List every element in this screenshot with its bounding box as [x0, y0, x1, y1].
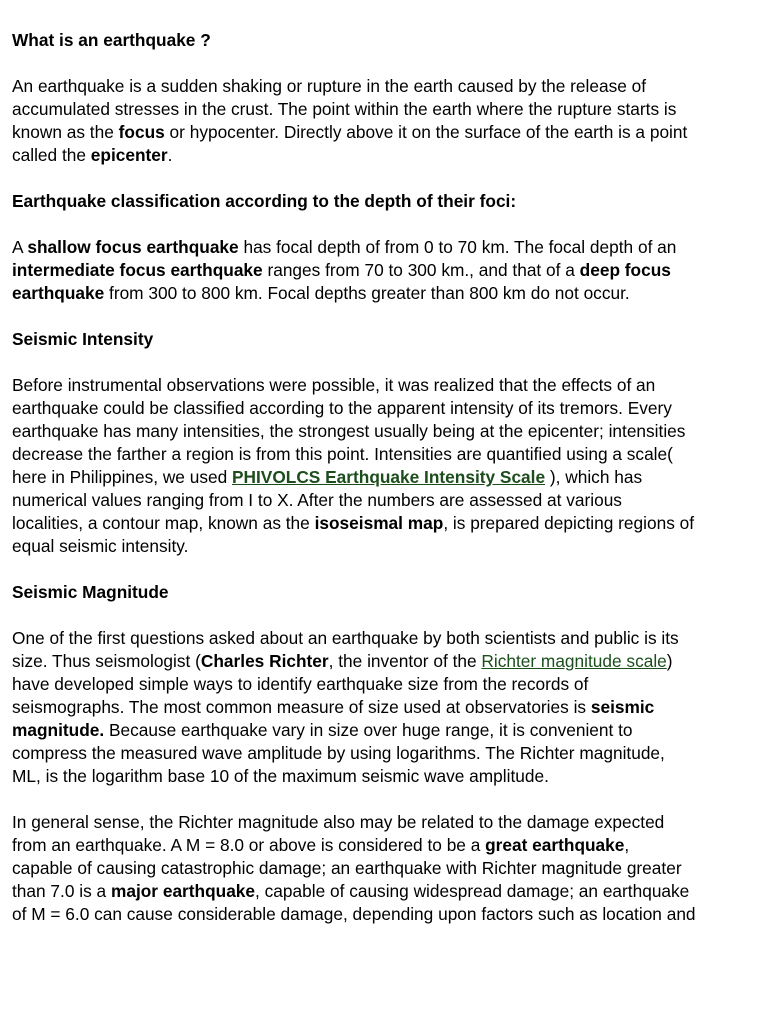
text-line: of M = 6.0 can cause considerable damage, depending upon factors such as location and	[12, 904, 696, 924]
richter-scale-link[interactable]: Richter magnitude scale	[481, 651, 667, 671]
text-line	[12, 696, 762, 719]
text-line: An earthquake is a sudden shaking or rupture in the earth caused by the release of	[12, 76, 647, 96]
document-page	[12, 29, 762, 926]
spacer	[12, 788, 762, 811]
text-run: , capable of causing widespread damage; an earthquake	[255, 881, 690, 901]
text-line: decrease the farther a region is from this point. Intensities are quantified using a scale(	[12, 444, 673, 464]
term-seismic: seismic	[590, 697, 655, 717]
term-intermediate-focus: intermediate focus earthquake	[12, 260, 263, 280]
text-run: here in Philippines, we used	[12, 467, 232, 487]
text-line	[12, 834, 762, 857]
text-line: One of the first questions asked about an earthquake by both scientists and public is its	[12, 628, 679, 648]
spacer	[12, 305, 762, 328]
text-line: earthquake could be classified according to the apparent intensity of its tremors. Every	[12, 398, 672, 418]
spacer	[12, 213, 762, 236]
spacer	[12, 351, 762, 374]
text-run: )	[666, 651, 673, 671]
text-line: earthquake has many intensities, the strongest usually being at the epicenter; intensities	[12, 421, 686, 441]
text-run: .	[167, 145, 173, 165]
spacer	[12, 52, 762, 75]
paragraph-damage	[12, 811, 762, 926]
heading-seismic-intensity: Seismic Intensity	[12, 329, 154, 349]
text-run: size. Thus seismologist (	[12, 651, 201, 671]
spacer	[12, 558, 762, 581]
text-run: or hypocenter. Directly above it on the surface of the earth is a point	[164, 122, 688, 142]
paragraph-magnitude	[12, 627, 762, 788]
text-line	[12, 466, 762, 489]
text-line: accumulated stresses in the crust. The point within the earth where the rupture starts is	[12, 99, 677, 119]
text-run: has focal depth of from 0 to 70 km. The focal depth of an	[238, 237, 677, 257]
term-isoseismal-map: isoseismal map	[314, 513, 444, 533]
text-line: numerical values ranging from I to X. After the numbers are assessed at various	[12, 490, 622, 510]
text-run: from 300 to 800 km. Focal depths greater than 800 km do not occur.	[104, 283, 630, 303]
text-run: , the inventor of the	[328, 651, 482, 671]
text-run: known as the	[12, 122, 119, 142]
text-run: ranges from 70 to 300 km., and that of a	[262, 260, 580, 280]
term-great-earthquake: great earthquake	[485, 835, 625, 855]
text-line: ML, is the logarithm base 10 of the maximum seismic wave amplitude.	[12, 766, 549, 786]
text-run: A	[12, 237, 28, 257]
text-run: ), which has	[545, 467, 643, 487]
text-run: seismographs. The most common measure of size used at observatories is	[12, 697, 591, 717]
text-line: equal seismic intensity.	[12, 536, 189, 556]
heading-what-is-earthquake: What is an earthquake ?	[12, 30, 211, 50]
text-run: Because earthquake vary in size over huge range, it is convenient to	[104, 720, 633, 740]
text-line: capable of causing catastrophic damage; an earthquake with Richter magnitude greater	[12, 858, 682, 878]
text-line: have developed simple ways to identify earthquake size from the records of	[12, 674, 589, 694]
term-focus: focus	[118, 122, 165, 142]
text-line	[12, 236, 762, 259]
text-line	[12, 719, 762, 742]
paragraph-definition	[12, 75, 762, 167]
term-deep-focus: deep focus	[579, 260, 671, 280]
paragraph-classification	[12, 236, 762, 305]
text-line	[12, 282, 762, 305]
term-major-earthquake: major earthquake	[110, 881, 256, 901]
text-run: ,	[624, 835, 630, 855]
term-earthquake: earthquake	[12, 283, 105, 303]
text-line: In general sense, the Richter magnitude also may be related to the damage expected	[12, 812, 665, 832]
text-run: , is prepared depicting regions of	[443, 513, 695, 533]
text-run: from an earthquake. A M = 8.0 or above is considered to be a	[12, 835, 486, 855]
term-charles-richter: Charles Richter	[200, 651, 329, 671]
heading-classification: Earthquake classification according to the depth of their foci:	[12, 191, 517, 211]
spacer	[12, 167, 762, 190]
text-run: than 7.0 is a	[12, 881, 111, 901]
heading-seismic-magnitude: Seismic Magnitude	[12, 582, 169, 602]
text-run: called the	[12, 145, 91, 165]
text-line	[12, 650, 762, 673]
text-line: Before instrumental observations were possible, it was realized that the effects of an	[12, 375, 656, 395]
paragraph-intensity	[12, 374, 762, 558]
text-line	[12, 121, 762, 144]
text-line	[12, 259, 762, 282]
phivolcs-scale-link[interactable]: PHIVOLCS Earthquake Intensity Scale	[232, 467, 546, 487]
text-line	[12, 144, 762, 167]
term-magnitude: magnitude.	[12, 720, 105, 740]
text-line: compress the measured wave amplitude by using logarithms. The Richter magnitude,	[12, 743, 665, 763]
text-run: localities, a contour map, known as the	[12, 513, 315, 533]
spacer	[12, 604, 762, 627]
text-line	[12, 880, 762, 903]
term-epicenter: epicenter	[90, 145, 168, 165]
text-line	[12, 512, 762, 535]
term-shallow-focus: shallow focus earthquake	[27, 237, 239, 257]
